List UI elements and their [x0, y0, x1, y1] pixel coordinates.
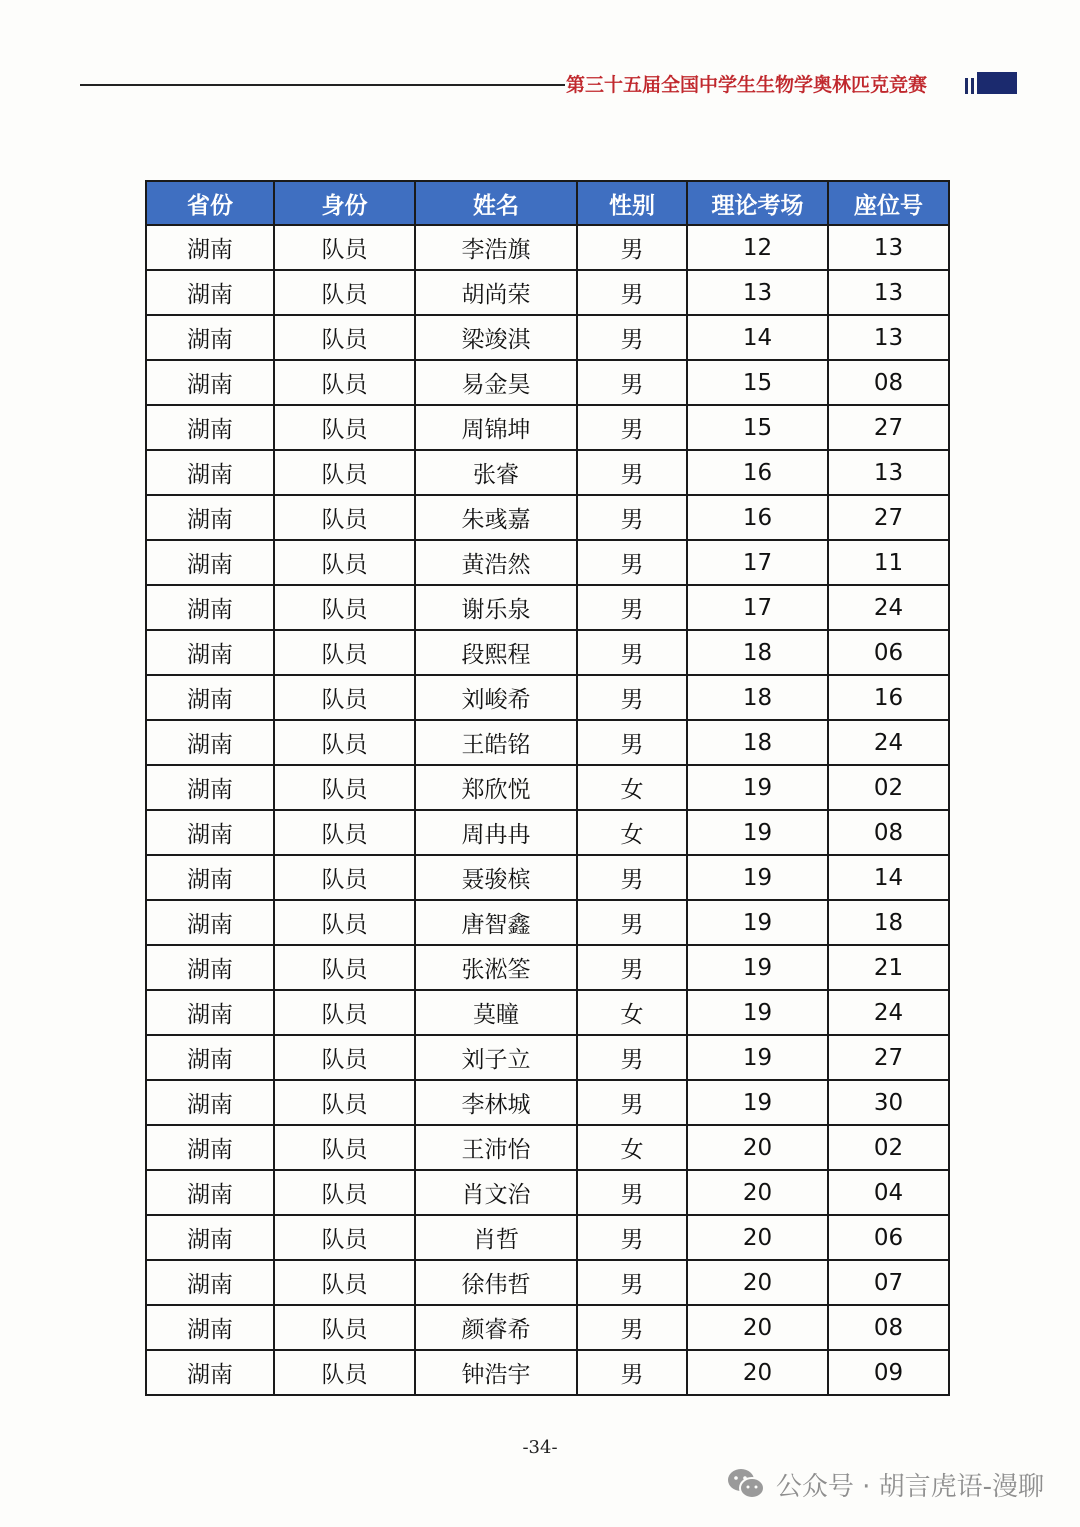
- cell-province: 湖南: [146, 405, 274, 450]
- cell-province: 湖南: [146, 855, 274, 900]
- cell-seat-number: 04: [828, 1170, 949, 1215]
- cell-province: 湖南: [146, 540, 274, 585]
- cell-exam-room: 19: [687, 1080, 828, 1125]
- table-row: [146, 990, 949, 1035]
- cell-exam-room: 14: [687, 315, 828, 360]
- cell-exam-room: 20: [687, 1305, 828, 1350]
- cell-name: 张淞筌: [415, 945, 577, 990]
- column-header: 姓名: [415, 181, 577, 225]
- cell-name: 徐伟哲: [415, 1260, 577, 1305]
- cell-exam-room: 16: [687, 450, 828, 495]
- cell-exam-room: 18: [687, 675, 828, 720]
- header-bar-thin: [965, 78, 968, 94]
- cell-province: 湖南: [146, 270, 274, 315]
- cell-exam-room: 16: [687, 495, 828, 540]
- cell-name: 胡尚荣: [415, 270, 577, 315]
- cell-role: 队员: [274, 1035, 415, 1080]
- table-row: [146, 945, 949, 990]
- cell-seat-number: 07: [828, 1260, 949, 1305]
- header-bar-block: [977, 72, 1017, 94]
- cell-gender: 男: [577, 1305, 687, 1350]
- cell-gender: 女: [577, 810, 687, 855]
- cell-seat-number: 27: [828, 405, 949, 450]
- cell-exam-room: 18: [687, 720, 828, 765]
- table-row: [146, 405, 949, 450]
- cell-seat-number: 16: [828, 675, 949, 720]
- cell-role: 队员: [274, 990, 415, 1035]
- cell-province: 湖南: [146, 990, 274, 1035]
- cell-role: 队员: [274, 1305, 415, 1350]
- table-row: [146, 225, 949, 270]
- cell-province: 湖南: [146, 225, 274, 270]
- cell-name: 李浩旗: [415, 225, 577, 270]
- cell-province: 湖南: [146, 495, 274, 540]
- column-header: 省份: [146, 181, 274, 225]
- table-row: [146, 495, 949, 540]
- cell-exam-room: 19: [687, 990, 828, 1035]
- cell-role: 队员: [274, 675, 415, 720]
- cell-exam-room: 15: [687, 360, 828, 405]
- cell-province: 湖南: [146, 450, 274, 495]
- cell-province: 湖南: [146, 360, 274, 405]
- cell-name: 刘子立: [415, 1035, 577, 1080]
- cell-name: 莫瞳: [415, 990, 577, 1035]
- cell-name: 李林城: [415, 1080, 577, 1125]
- cell-province: 湖南: [146, 1035, 274, 1080]
- cell-gender: 男: [577, 1350, 687, 1395]
- cell-exam-room: 19: [687, 810, 828, 855]
- table-row: [146, 450, 949, 495]
- cell-gender: 男: [577, 450, 687, 495]
- cell-gender: 男: [577, 720, 687, 765]
- cell-gender: 男: [577, 540, 687, 585]
- column-header: 性别: [577, 181, 687, 225]
- cell-exam-room: 20: [687, 1350, 828, 1395]
- cell-province: 湖南: [146, 1125, 274, 1170]
- cell-gender: 男: [577, 585, 687, 630]
- cell-exam-room: 20: [687, 1170, 828, 1215]
- cell-exam-room: 13: [687, 270, 828, 315]
- page-number: -34-: [522, 1437, 558, 1458]
- cell-province: 湖南: [146, 945, 274, 990]
- cell-role: 队员: [274, 360, 415, 405]
- cell-gender: 男: [577, 405, 687, 450]
- cell-role: 队员: [274, 1215, 415, 1260]
- cell-exam-room: 17: [687, 585, 828, 630]
- cell-gender: 男: [577, 1170, 687, 1215]
- cell-seat-number: 08: [828, 810, 949, 855]
- cell-exam-room: 20: [687, 1215, 828, 1260]
- cell-gender: 女: [577, 1125, 687, 1170]
- table-row: [146, 1260, 949, 1305]
- cell-role: 队员: [274, 765, 415, 810]
- table-header-row: [146, 181, 949, 225]
- cell-role: 队员: [274, 450, 415, 495]
- cell-role: 队员: [274, 405, 415, 450]
- cell-gender: 男: [577, 315, 687, 360]
- cell-role: 队员: [274, 1080, 415, 1125]
- cell-name: 刘峻希: [415, 675, 577, 720]
- column-header: 座位号: [828, 181, 949, 225]
- cell-gender: 男: [577, 225, 687, 270]
- cell-seat-number: 08: [828, 360, 949, 405]
- cell-role: 队员: [274, 810, 415, 855]
- cell-province: 湖南: [146, 1350, 274, 1395]
- cell-seat-number: 06: [828, 1215, 949, 1260]
- wechat-icon: [726, 1467, 766, 1501]
- cell-seat-number: 13: [828, 270, 949, 315]
- cell-gender: 男: [577, 360, 687, 405]
- cell-exam-room: 12: [687, 225, 828, 270]
- cell-gender: 男: [577, 945, 687, 990]
- table-row: [146, 585, 949, 630]
- cell-province: 湖南: [146, 720, 274, 765]
- cell-exam-room: 17: [687, 540, 828, 585]
- cell-gender: 男: [577, 900, 687, 945]
- cell-name: 朱彧嘉: [415, 495, 577, 540]
- cell-gender: 男: [577, 1080, 687, 1125]
- table-row: [146, 1035, 949, 1080]
- cell-province: 湖南: [146, 900, 274, 945]
- cell-province: 湖南: [146, 1305, 274, 1350]
- cell-gender: 男: [577, 495, 687, 540]
- cell-name: 唐智鑫: [415, 900, 577, 945]
- cell-exam-room: 19: [687, 900, 828, 945]
- cell-gender: 男: [577, 270, 687, 315]
- cell-gender: 女: [577, 990, 687, 1035]
- cell-gender: 男: [577, 1260, 687, 1305]
- cell-province: 湖南: [146, 675, 274, 720]
- cell-seat-number: 21: [828, 945, 949, 990]
- cell-role: 队员: [274, 585, 415, 630]
- table-row: [146, 1305, 949, 1350]
- table-row: [146, 1350, 949, 1395]
- cell-role: 队员: [274, 900, 415, 945]
- watermark-text: 公众号 · 胡言虎语-漫聊: [775, 1471, 1044, 1502]
- table-row: [146, 675, 949, 720]
- cell-role: 队员: [274, 1170, 415, 1215]
- cell-name: 段熙程: [415, 630, 577, 675]
- column-header: 理论考场: [687, 181, 828, 225]
- cell-exam-room: 19: [687, 855, 828, 900]
- table-row: [146, 315, 949, 360]
- cell-name: 谢乐泉: [415, 585, 577, 630]
- table-row: [146, 765, 949, 810]
- table-row: [146, 1215, 949, 1260]
- table-row: [146, 900, 949, 945]
- cell-name: 肖文治: [415, 1170, 577, 1215]
- header-bar-thin: [971, 78, 974, 94]
- cell-role: 队员: [274, 1125, 415, 1170]
- cell-seat-number: 24: [828, 585, 949, 630]
- cell-seat-number: 27: [828, 495, 949, 540]
- cell-seat-number: 27: [828, 1035, 949, 1080]
- cell-gender: 男: [577, 855, 687, 900]
- cell-province: 湖南: [146, 810, 274, 855]
- table-row: [146, 1125, 949, 1170]
- cell-seat-number: 11: [828, 540, 949, 585]
- document-header-title: 第三十五届全国中学生生物学奥林匹克竞赛: [566, 74, 928, 96]
- cell-name: 钟浩宇: [415, 1350, 577, 1395]
- cell-gender: 男: [577, 630, 687, 675]
- cell-seat-number: 13: [828, 450, 949, 495]
- cell-exam-room: 19: [687, 945, 828, 990]
- table-row: [146, 360, 949, 405]
- cell-role: 队员: [274, 945, 415, 990]
- cell-role: 队员: [274, 225, 415, 270]
- cell-seat-number: 13: [828, 315, 949, 360]
- cell-province: 湖南: [146, 1215, 274, 1260]
- cell-name: 肖哲: [415, 1215, 577, 1260]
- cell-province: 湖南: [146, 585, 274, 630]
- roster-table: [145, 180, 950, 1396]
- cell-name: 易金昊: [415, 360, 577, 405]
- cell-province: 湖南: [146, 1170, 274, 1215]
- cell-name: 王沛怡: [415, 1125, 577, 1170]
- cell-exam-room: 15: [687, 405, 828, 450]
- cell-role: 队员: [274, 1260, 415, 1305]
- cell-seat-number: 06: [828, 630, 949, 675]
- header-rule: [80, 84, 565, 86]
- cell-name: 张睿: [415, 450, 577, 495]
- watermark: [726, 1462, 1044, 1506]
- cell-gender: 男: [577, 1035, 687, 1080]
- cell-name: 颜睿希: [415, 1305, 577, 1350]
- cell-role: 队员: [274, 540, 415, 585]
- cell-seat-number: 18: [828, 900, 949, 945]
- table-row: [146, 810, 949, 855]
- cell-role: 队员: [274, 630, 415, 675]
- table-row: [146, 630, 949, 675]
- cell-role: 队员: [274, 315, 415, 360]
- cell-name: 王皓铭: [415, 720, 577, 765]
- cell-exam-room: 19: [687, 1035, 828, 1080]
- column-header: 身份: [274, 181, 415, 225]
- cell-name: 梁竣淇: [415, 315, 577, 360]
- cell-role: 队员: [274, 495, 415, 540]
- cell-seat-number: 02: [828, 1125, 949, 1170]
- cell-name: 郑欣悦: [415, 765, 577, 810]
- cell-gender: 男: [577, 1215, 687, 1260]
- table-row: [146, 270, 949, 315]
- table-row: [146, 1080, 949, 1125]
- cell-role: 队员: [274, 720, 415, 765]
- cell-exam-room: 20: [687, 1125, 828, 1170]
- cell-seat-number: 24: [828, 990, 949, 1035]
- cell-seat-number: 08: [828, 1305, 949, 1350]
- cell-exam-room: 18: [687, 630, 828, 675]
- table-row: [146, 720, 949, 765]
- cell-seat-number: 09: [828, 1350, 949, 1395]
- cell-province: 湖南: [146, 1260, 274, 1305]
- cell-seat-number: 02: [828, 765, 949, 810]
- cell-role: 队员: [274, 855, 415, 900]
- cell-province: 湖南: [146, 1080, 274, 1125]
- cell-name: 周冉冉: [415, 810, 577, 855]
- cell-seat-number: 14: [828, 855, 949, 900]
- cell-name: 聂骏槟: [415, 855, 577, 900]
- cell-name: 黄浩然: [415, 540, 577, 585]
- cell-province: 湖南: [146, 765, 274, 810]
- cell-seat-number: 13: [828, 225, 949, 270]
- cell-exam-room: 19: [687, 765, 828, 810]
- table-row: [146, 1170, 949, 1215]
- cell-seat-number: 24: [828, 720, 949, 765]
- cell-name: 周锦坤: [415, 405, 577, 450]
- cell-gender: 女: [577, 765, 687, 810]
- table-row: [146, 540, 949, 585]
- cell-gender: 男: [577, 675, 687, 720]
- table-row: [146, 855, 949, 900]
- cell-province: 湖南: [146, 315, 274, 360]
- cell-exam-room: 20: [687, 1260, 828, 1305]
- cell-role: 队员: [274, 1350, 415, 1395]
- cell-seat-number: 30: [828, 1080, 949, 1125]
- cell-province: 湖南: [146, 630, 274, 675]
- table-body: [146, 225, 949, 1395]
- cell-role: 队员: [274, 270, 415, 315]
